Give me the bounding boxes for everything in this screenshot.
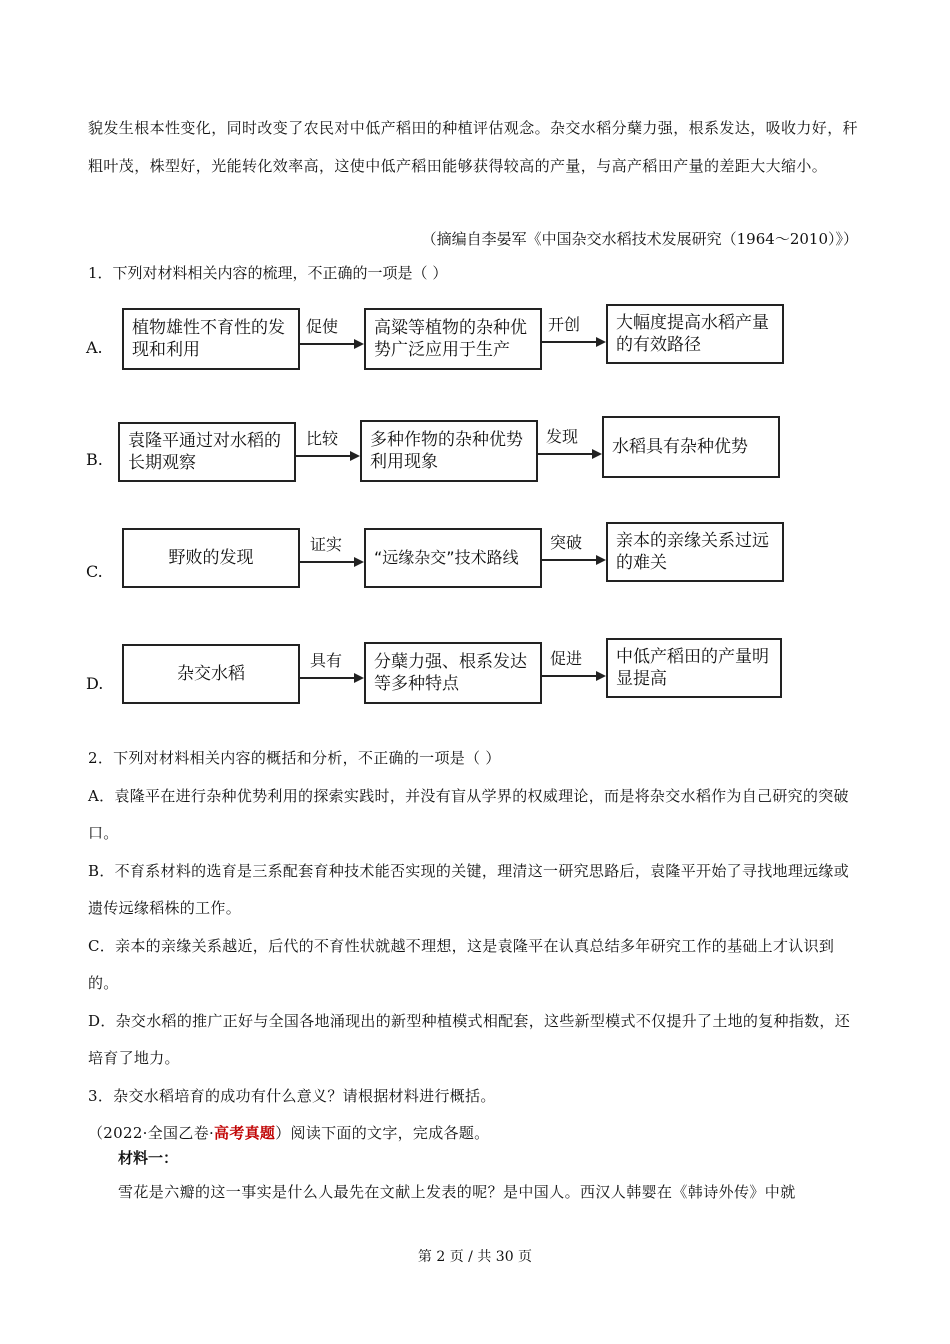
question-2: 2．下列对材料相关内容的概括和分析，不正确的一项是（ ）	[88, 749, 501, 767]
flow-box: 野败的发现	[122, 528, 300, 588]
flow-box: 多种作物的杂种优势利用现象	[360, 420, 538, 482]
material-text: 雪花是六瓣的这一事实是什么人最先在文献上发表的呢？是中国人。西汉人韩婴在《韩诗外传》中就	[118, 1183, 796, 1201]
arrow-label: 促使	[306, 317, 339, 336]
q2-option-c: C．亲本的亲缘关系越近，后代的不育性状就越不理想，这是袁隆平在认真总结多年研究工作的基础上才认识到的。	[88, 936, 835, 992]
flow-row-c	[120, 522, 790, 592]
arrow-right-icon	[300, 672, 364, 684]
flow-box: 分蘖力强、根系发达等多种特点	[364, 642, 542, 704]
source-citation: （摘编自李晏军《中国杂交水稻技术发展研究（1964～2010）》）	[421, 230, 858, 248]
page-footer: 第 2 页 / 共 30 页	[417, 1249, 533, 1265]
flow-box: 中低产稻田的产量明显提高	[606, 638, 782, 698]
arrow-right-icon	[542, 336, 606, 348]
exam-suffix: ）阅读下面的文字，完成各题。	[275, 1124, 490, 1142]
arrow-right-icon	[542, 670, 606, 682]
flow-box: 高粱等植物的杂种优势广泛应用于生产	[364, 308, 542, 370]
arrow-label: 发现	[546, 427, 579, 446]
arrow-label: 开创	[548, 315, 581, 334]
arrow-label: 突破	[550, 533, 583, 552]
question-1: 1．下列对材料相关内容的梳理，不正确的一项是（ ）	[88, 264, 448, 282]
arrow-label: 促进	[550, 649, 583, 668]
arrow-right-icon	[538, 448, 602, 460]
q2-option-b: B．不育系材料的选育是三系配套育种技术能否实现的关键，理清这一研究思路后，袁隆平开始了寻找地理远缘或遗传远缘稻株的工作。	[88, 861, 850, 917]
arrow-label: 证实	[310, 535, 343, 554]
flow-box: 植物雄性不育性的发现和利用	[122, 308, 300, 370]
flow-box: 大幅度提高水稻产量的有效路径	[606, 304, 784, 364]
arrow-right-icon	[300, 556, 364, 568]
flow-row-a	[120, 304, 790, 374]
flow-box: 杂交水稻	[122, 644, 300, 704]
option-b-label: B.	[86, 450, 103, 469]
flow-box: 水稻具有杂种优势	[602, 416, 780, 478]
material-title: 材料一：	[118, 1149, 179, 1167]
arrow-right-icon	[300, 338, 364, 350]
arrow-right-icon	[296, 450, 360, 462]
flow-box: “远缘杂交”技术路线	[364, 528, 542, 588]
arrow-label: 比较	[306, 429, 339, 448]
question-2-block	[88, 740, 858, 1153]
exam-tag: 高考真题	[214, 1124, 276, 1142]
option-d-label: D.	[86, 674, 104, 693]
q2-option-a: A．袁隆平在进行杂种优势利用的探索实践时，并没有盲从学界的权威理论，而是将杂交水稻作为自己研究的突破口。	[88, 786, 849, 842]
flow-row-b	[120, 416, 790, 486]
exam-heading	[88, 1115, 858, 1153]
arrow-right-icon	[542, 554, 606, 566]
option-c-label: C.	[86, 562, 103, 581]
top-paragraph: 貌发生根本性变化，同时改变了农民对中低产稻田的种植评估观念。杂交水稻分蘖力强，根系发达，吸收力好，秆粗叶茂，株型好，光能转化效率高，这使中低产稻田能够获得较高的产量，与高产稻田产量的差距大大缩小。	[88, 119, 859, 175]
arrow-label: 具有	[310, 651, 343, 670]
flow-box: 亲本的亲缘关系过远的难关	[606, 522, 784, 582]
question-3: 3．杂交水稻培育的成功有什么意义？请根据材料进行概括。	[88, 1086, 496, 1105]
q2-option-d: D．杂交水稻的推广正好与全国各地涌现出的新型种植模式相配套，这些新型模式不仅提升了土地的复种指数，还培育了地力。	[88, 1011, 851, 1067]
flow-row-d	[120, 638, 790, 708]
option-a-label: A.	[86, 338, 103, 357]
flow-box: 袁隆平通过对水稻的长期观察	[118, 422, 296, 482]
exam-prefix: （2022·全国乙卷·	[88, 1124, 215, 1142]
